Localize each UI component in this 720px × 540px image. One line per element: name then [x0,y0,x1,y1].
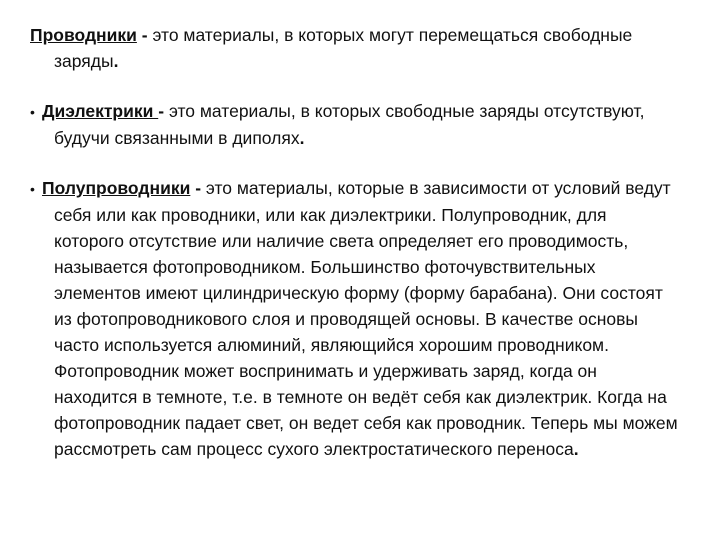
term-dash: - [190,178,206,198]
term-dielectrics: Диэлектрики [42,101,159,121]
bullet-icon: • [30,181,35,197]
paragraph-conductors [30,22,680,74]
paragraph-dielectrics [30,98,680,151]
sentence-end: . [299,128,305,148]
paragraph-semiconductors [30,175,680,462]
definition-dielectrics: это материалы, в которых свободные заряды отсутствуют, будучи связанными в диполях [54,101,645,148]
definition-semiconductors: это материалы, которые в зависимости от условий ведут себя или как проводники, или как диэлектрики. Полупроводник, для которого отсутствие или наличие света определяет его проводимость, называется фотопроводником. Большинство фоточувствительных элементов имеют цилиндрическую форму (форму барабана). Они состоят из фотопроводникового слоя и проводящей основы. В качестве основы часто используется алюминий, являющийся хорошим проводником. Фотопроводник может воспринимать и удерживать заряд, когда он находится в темноте, т.е. в темноте он ведёт себя как диэлектрик. Когда на фотопроводник падает свет, он ведет себя как проводник. Теперь мы можем рассмотреть сам процесс сухого электростатического переноса [54,178,678,459]
sentence-end: . [113,51,119,71]
term-conductors: Проводники [30,25,137,45]
term-semiconductors: Полупроводники [42,178,191,198]
sentence-end: . [573,439,579,459]
term-dash: - [158,101,169,121]
term-dash: - [136,25,153,45]
bullet-icon: • [30,104,35,120]
definition-conductors: это материалы, в которых могут перемещаться свободные заряды [54,25,633,71]
